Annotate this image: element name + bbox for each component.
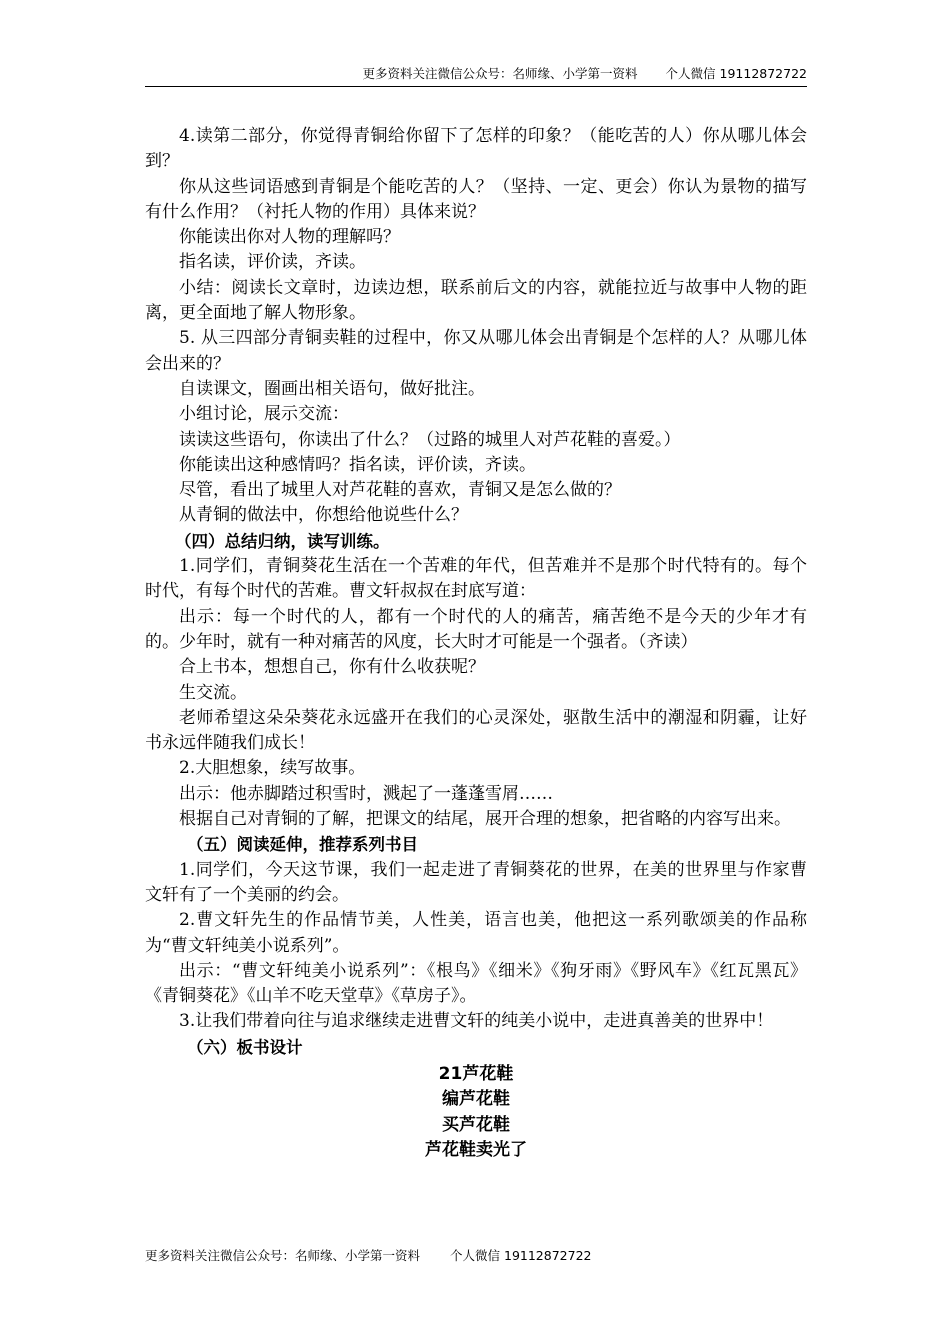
board-line: 编芦花鞋: [442, 1089, 510, 1110]
paragraph: 生交流。: [179, 682, 247, 703]
page-header: [145, 64, 807, 87]
paragraph: 根据自己对青铜的了解，把课文的结尾，展开合理的想象，把省略的内容写出来。: [179, 809, 791, 830]
paragraph: 你从这些词语感到青铜是个能吃苦的人？（坚持、一定、更会）你认为景物的描写有什么作用？（衬托人物的作用）具体来说？: [145, 176, 807, 222]
blackboard-design: [145, 1062, 807, 1163]
paragraph: 老师希望这朵朵葵花永远盛开在我们的心灵深处，驱散生活中的潮湿和阴霾，让好书永远伴随我们成长！: [145, 707, 807, 754]
paragraph: 读读这些语句，你读出了什么？（过路的城里人对芦花鞋的喜爱。）: [179, 429, 681, 450]
board-line: 芦花鞋卖光了: [425, 1139, 527, 1160]
page-footer: [145, 1246, 591, 1264]
paragraph: 2.大胆想象，续写故事。: [179, 758, 366, 779]
paragraph: 你能读出你对人物的理解吗？: [179, 227, 400, 248]
paragraph: 从青铜的做法中，你想给他说些什么？: [179, 505, 468, 526]
paragraph: 指名读，评价读，齐读。: [179, 252, 366, 273]
footer-contact: 个人微信 19112872722: [450, 1248, 592, 1263]
document-body: [145, 124, 807, 1163]
paragraph: 2.曹文轩先生的作品情节美，人性美，语言也美，他把这一系列歌颂美的作品称为“曹文轩纯美小说系列”。: [145, 910, 807, 956]
header-contact: 个人微信 19112872722: [665, 66, 807, 81]
paragraph: 尽管，看出了城里人对芦花鞋的喜欢，青铜又是怎么做的？: [179, 480, 621, 501]
paragraph: 1.同学们，青铜葵花生活在一个苦难的年代，但苦难并不是那个时代特有的。每个时代，有每个时代的苦难。曹文轩叔叔在封底写道：: [145, 556, 807, 602]
paragraph: 5. 从三四部分青铜卖鞋的过程中，你又从哪儿体会出青铜是个怎样的人？从哪儿体会出来的？: [145, 328, 807, 374]
board-line: 21芦花鞋: [438, 1063, 514, 1084]
board-line: 买芦花鞋: [442, 1114, 510, 1135]
paragraph: 出示：他赤脚踏过积雪时，溅起了一蓬蓬雪屑……: [179, 783, 553, 804]
paragraph: 出示：每一个时代的人，都有一个时代的人的痛苦，痛苦绝不是今天的少年才有的。少年时，就有一种对痛苦的风度，长大时才可能是一个强者。（齐读）: [145, 606, 807, 652]
paragraph: 小组讨论，展示交流：: [179, 404, 349, 425]
paragraph: 出示：“曹文轩纯美小说系列”：《根鸟》《细米》《狗牙雨》《野风车》《红瓦黑瓦》《青铜葵花》《山羊不吃天堂草》《草房子》。: [145, 960, 807, 1007]
paragraph: 小结：阅读长文章时，边读边想，联系前后文的内容，就能拉近与故事中人物的距离，更全面地了解人物形象。: [145, 277, 807, 324]
header-source: 更多资料关注微信公众号：名师缘、小学第一资料: [362, 66, 638, 81]
section-4-heading: （四）总结归纳，读写训练。: [175, 531, 390, 551]
section-5-heading: （五）阅读延伸，推荐系列书目: [187, 835, 418, 855]
section-6-heading: （六）板书设计: [187, 1037, 303, 1057]
paragraph: 合上书本，想想自己，你有什么收获呢？: [179, 657, 485, 678]
paragraph: 4.读第二部分，你觉得青铜给你留下了怎样的印象？（能吃苦的人）你从哪儿体会到？: [145, 126, 807, 172]
footer-source: 更多资料关注微信公众号：名师缘、小学第一资料: [145, 1248, 421, 1263]
paragraph: 自读课文，圈画出相关语句，做好批注。: [179, 378, 485, 399]
paragraph: 你能读出这种感情吗？指名读，评价读，齐读。: [179, 454, 536, 475]
paragraph: 3.让我们带着向往与追求继续走进曹文轩的纯美小说中，走进真善美的世界中！: [179, 1011, 774, 1032]
paragraph: 1.同学们，今天这节课，我们一起走进了青铜葵花的世界，在美的世界里与作家曹文轩有了一个美丽的约会。: [145, 859, 807, 905]
